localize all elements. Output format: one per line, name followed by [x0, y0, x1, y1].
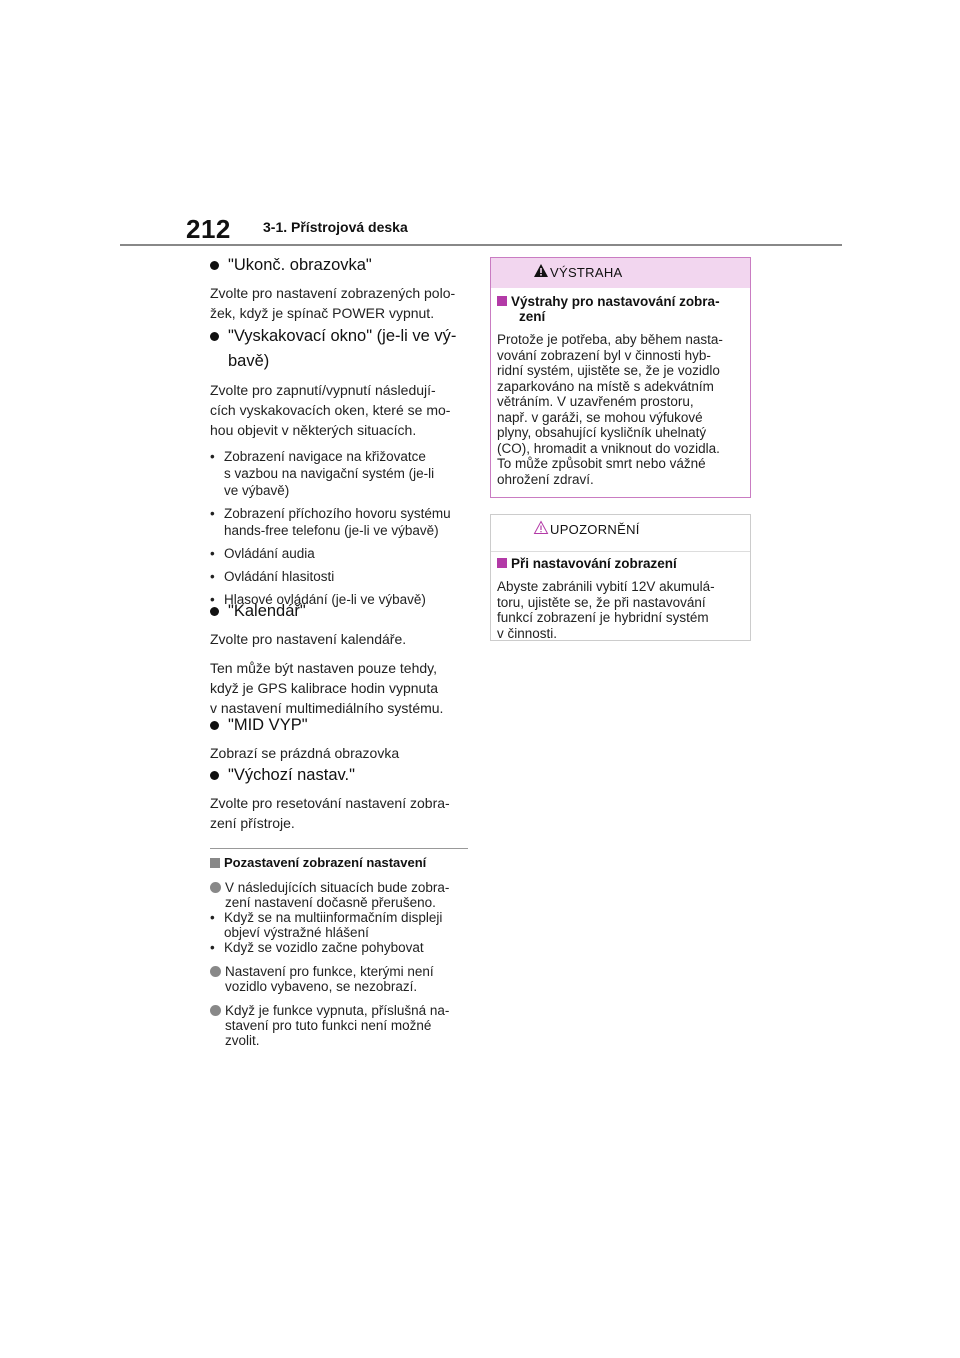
paragraph-line: Ten může být nastaven pouze tehdy, [210, 660, 437, 676]
list-item: • Hlasové ovládání (je-li ve výbavě) [210, 592, 426, 607]
caution-box [490, 514, 751, 641]
list-item: • Zobrazení příchozího hovoru systému hands-free telefonu (je-li ve výbavě) [210, 506, 451, 538]
paragraph-line: Zvolte pro zapnutí/vypnutí následují- [210, 382, 436, 398]
bullet-dot-icon [210, 607, 219, 616]
item-heading-text: "MID VYP" [228, 716, 308, 734]
bullet-dot-icon [210, 332, 219, 341]
caution-triangle-icon [533, 520, 549, 535]
warning-box-text: Protože je potřeba, aby během nasta- vování zobrazení byl v činnosti hyb- ridní systém, ujistěte se, že je vozidlo zaparkováno na místě s adekvátním větráním. V uzavřeném prostoru, např. v garáži, se mohou výfukové plyny, obsahující kysličník uhelnatý (CO), hromadit a vniknout do vozidla. To může způsobit smrt nebo vážné ohrožení zdraví. [497, 332, 723, 487]
note-item: Nastavení pro funkce, kterými není vozidlo vybaveno, se nezobrazí. [210, 964, 468, 994]
subsection [210, 848, 468, 1048]
caution-box-body [491, 545, 750, 649]
square-bullet-icon [497, 296, 507, 306]
paragraph-line: Zvolte pro nastavení zobrazených polo- [210, 285, 456, 301]
item-heading-text: "Ukonč. obrazovka" [228, 256, 372, 274]
item-heading [210, 325, 468, 372]
warning-box-header [491, 258, 750, 288]
paragraph-line: zení přístroje. [210, 815, 295, 831]
item-mid-vyp [210, 714, 468, 763]
item-kalendar [210, 600, 468, 718]
warning-box-subtitle: Výstrahy pro nastavování zobra- zení [497, 294, 744, 324]
square-bullet-icon [210, 858, 220, 868]
paragraph-line: když je GPS kalibrace hodin vypnuta [210, 680, 439, 696]
list-item: • Když se vozidlo začne pohybovat [210, 940, 424, 955]
caution-box-header [491, 515, 750, 545]
paragraph-line: hou objevit v některých situacích. [210, 422, 417, 438]
item-heading [210, 600, 468, 622]
caution-box-text: Abyste zabránili vybití 12V akumulá- toru, ujistěte se, že při nastavování funkcí zobrazení je hybridní systém v činnosti. [497, 579, 715, 641]
subsection-title: Pozastavení zobrazení nastavení [210, 855, 468, 870]
note-item: Když je funkce vypnuta, příslušná na- stavení pro tuto funkci není možné zvolit. [210, 1003, 468, 1048]
header-rule [120, 244, 842, 246]
warning-box-title: VÝSTRAHA [550, 265, 623, 280]
item-vyskakovaci [210, 325, 468, 608]
warning-box [490, 257, 751, 498]
paragraph-line: cích vyskakovacích oken, které se mo- [210, 402, 451, 418]
item-heading [210, 764, 468, 786]
note-item: V následujících situacích bude zobra- zení nastavení dočasně přerušeno. • Když se na multiinformačním displeji objeví výstražné hlášení • Když se vozidlo začne pohybovat [210, 880, 468, 955]
item-heading-text: "Výchozí nastav." [228, 766, 355, 784]
paragraph-line: žek, když je spínač POWER vypnut. [210, 305, 435, 321]
item-heading [210, 254, 468, 276]
subsection-rule [210, 848, 468, 849]
caution-box-subtitle: Při nastavování zobrazení [497, 556, 744, 571]
paragraph-line: v nastavení multimediálního systému. [210, 700, 444, 716]
page-header [0, 0, 960, 250]
paragraph-line: Zvolte pro nastavení kalendáře. [210, 631, 407, 647]
paragraph-line: Zobrazí se prázdná obrazovka [210, 745, 400, 761]
item-heading-text: "Vyskakovací okno" (je-li ve vý- [228, 327, 457, 345]
list-item: • Ovládání audia [210, 546, 315, 561]
item-heading-text: "Kalendář" [228, 602, 306, 620]
page-number: 212 [186, 214, 231, 244]
circle-bullet-icon [210, 882, 221, 893]
item-vychozi [210, 764, 468, 833]
bullet-dot-icon [210, 771, 219, 780]
warning-triangle-icon [533, 263, 549, 278]
square-bullet-icon [497, 558, 507, 568]
list-item: • Ovládání hlasitosti [210, 569, 335, 584]
circle-bullet-icon [210, 1005, 221, 1016]
caution-box-title: UPOZORNĚNÍ [550, 522, 640, 537]
bullet-list [210, 448, 468, 608]
paragraph-line: Zvolte pro resetování nastavení zobra- [210, 795, 450, 811]
warning-box-body [491, 288, 750, 495]
list-item: • Zobrazení navigace na křižovatce s vazbou na navigační systém (je-li ve výbavě) [210, 449, 435, 498]
section-title: 3-1. Přístrojová deska [263, 219, 408, 235]
item-heading-text: bavě) [228, 352, 270, 370]
list-item: • Když se na multiinformačním displeji objeví výstražné hlášení [210, 910, 443, 940]
item-ukonc [210, 254, 468, 323]
circle-bullet-icon [210, 966, 221, 977]
bullet-dot-icon [210, 721, 219, 730]
bullet-dot-icon [210, 261, 219, 270]
item-heading [210, 714, 468, 736]
